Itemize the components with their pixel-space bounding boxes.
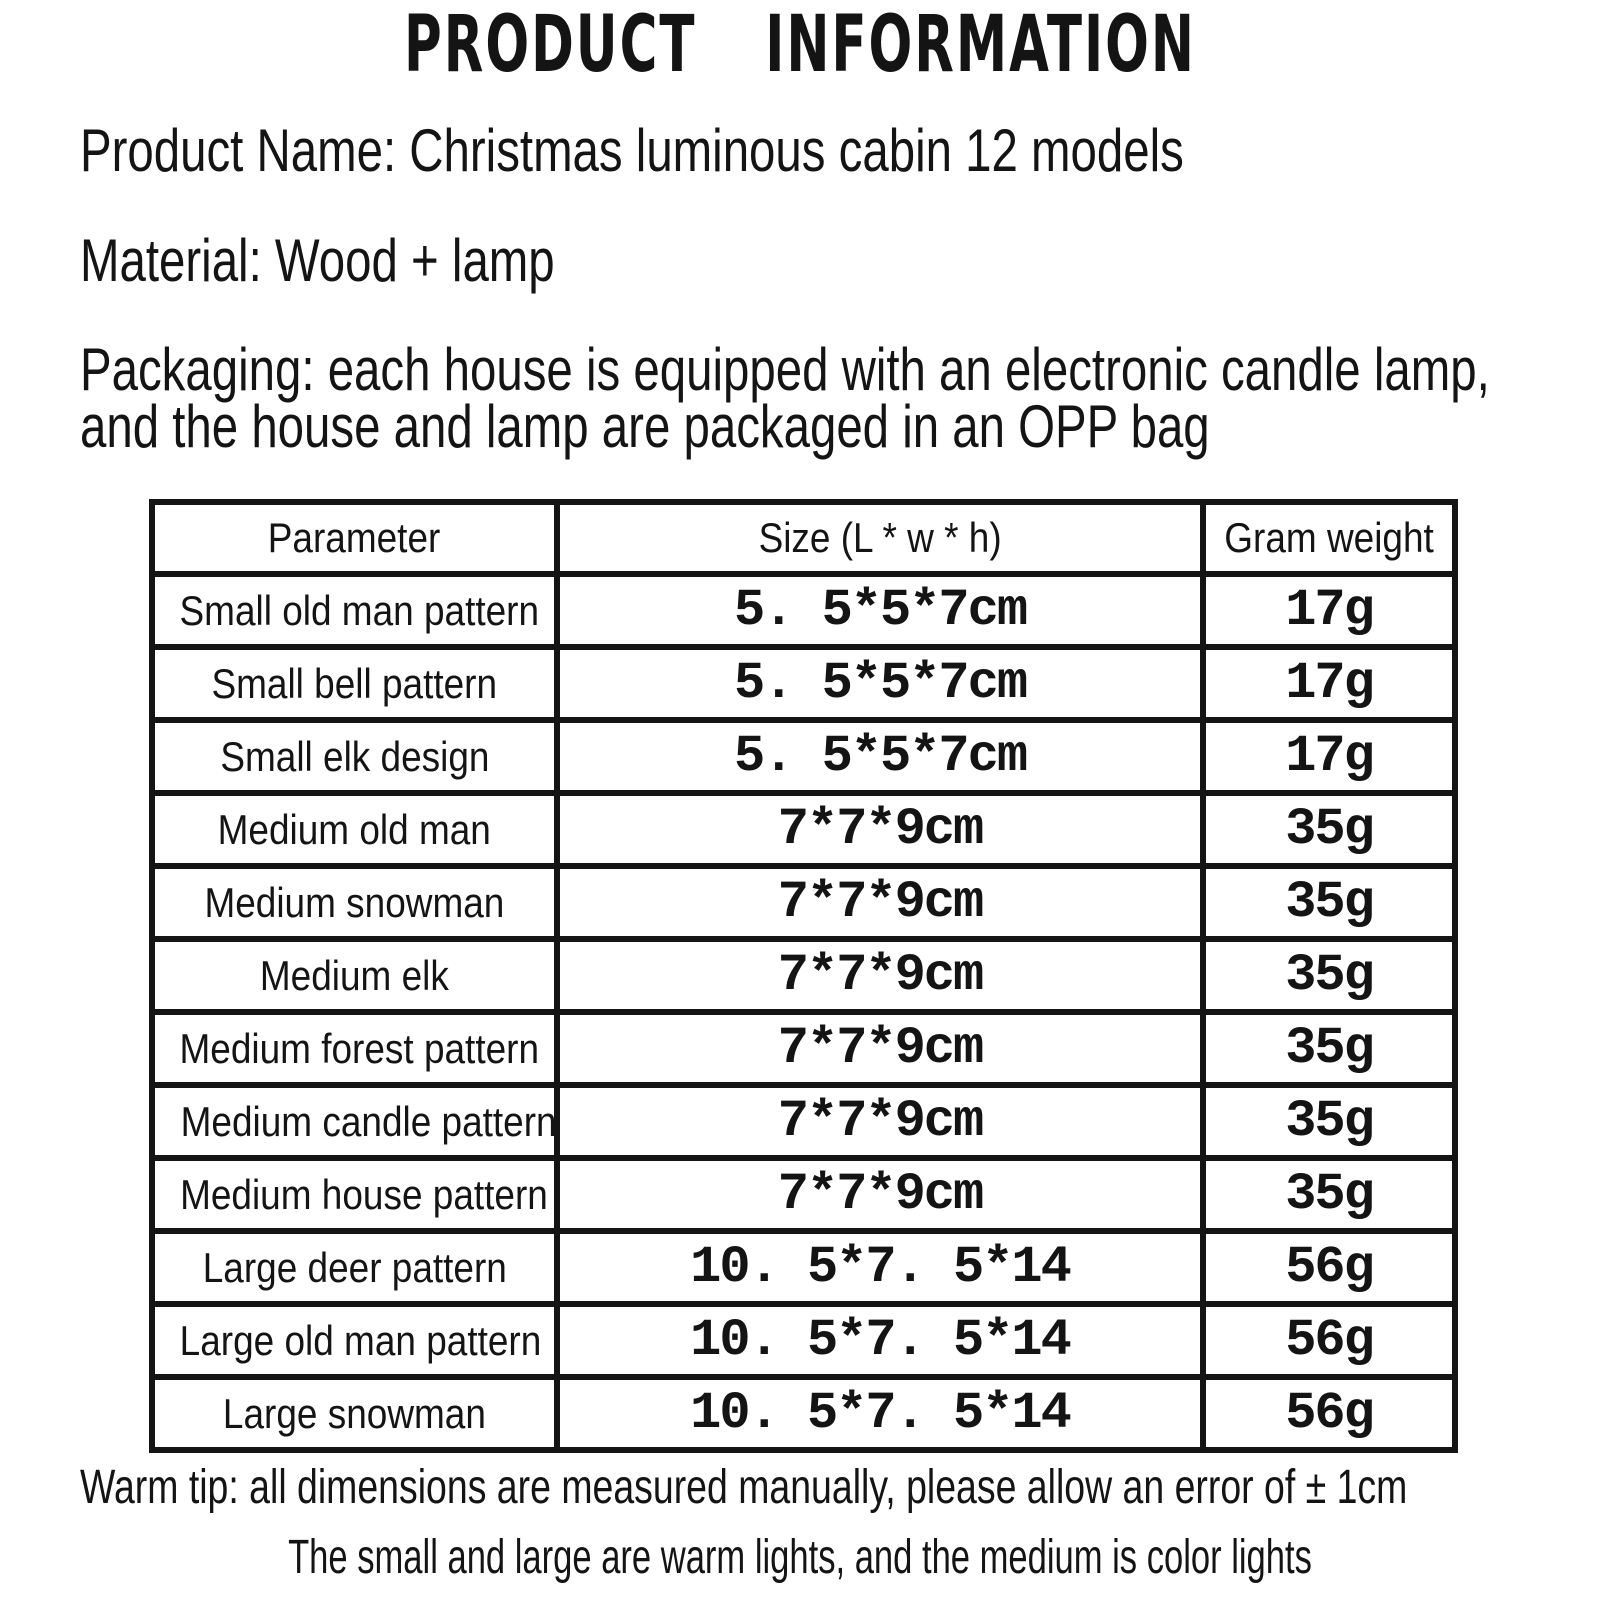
table-row (152, 574, 1455, 647)
size-cell: 5. 5*5*7cm (557, 647, 1203, 720)
size-cell: 7*7*9cm (557, 1012, 1203, 1085)
weight-cell: 35g (1203, 1158, 1455, 1231)
size-cell: 7*7*9cm (557, 939, 1203, 1012)
table-row (152, 647, 1455, 720)
col-header-parameter: Parameter (152, 502, 557, 574)
lights-note-text: The small and large are warm lights, and the medium is color lights (288, 1531, 1312, 1584)
warm-tip-text: Warm tip: all dimensions are measured manually, please allow an error of ± 1cm (80, 1461, 1408, 1514)
param-cell: Medium house pattern (152, 1158, 557, 1231)
table-row (152, 1377, 1455, 1450)
table-row (152, 1158, 1455, 1231)
table-row (152, 866, 1455, 939)
table-row (152, 939, 1455, 1012)
weight-cell: 56g (1203, 1377, 1455, 1450)
table-row (152, 1231, 1455, 1304)
size-cell: 7*7*9cm (557, 866, 1203, 939)
weight-cell: 35g (1203, 1085, 1455, 1158)
spec-table (149, 499, 1458, 1453)
table-row (152, 720, 1455, 793)
param-cell: Small old man pattern (152, 574, 557, 647)
size-cell: 7*7*9cm (557, 1158, 1203, 1231)
weight-cell: 17g (1203, 574, 1455, 647)
size-cell: 10. 5*7. 5*14 (557, 1377, 1203, 1450)
product-name-text: Product Name: Christmas luminous cabin 12 models (80, 117, 1184, 184)
weight-cell: 35g (1203, 1012, 1455, 1085)
size-cell: 10. 5*7. 5*14 (557, 1304, 1203, 1377)
weight-cell: 17g (1203, 647, 1455, 720)
col-header-size: Size (L * w * h) (557, 502, 1203, 574)
param-cell: Medium candle pattern (152, 1085, 557, 1158)
param-cell: Small bell pattern (152, 647, 557, 720)
weight-cell: 56g (1203, 1304, 1455, 1377)
table-row (152, 1304, 1455, 1377)
weight-cell: 35g (1203, 939, 1455, 1012)
size-cell: 5. 5*5*7cm (557, 574, 1203, 647)
param-cell: Medium elk (152, 939, 557, 1012)
weight-cell: 17g (1203, 720, 1455, 793)
weight-cell: 35g (1203, 866, 1455, 939)
col-header-gram-weight: Gram weight (1203, 502, 1455, 574)
param-cell: Large deer pattern (152, 1231, 557, 1304)
param-cell: Large snowman (152, 1377, 557, 1450)
param-cell: Medium forest pattern (152, 1012, 557, 1085)
param-cell: Medium old man (152, 793, 557, 866)
table-row (152, 1085, 1455, 1158)
size-cell: 7*7*9cm (557, 1085, 1203, 1158)
page-title: PRODUCT INFORMATION (404, 0, 1196, 90)
packaging-line-2: and the house and lamp are packaged in an OPP bag (80, 393, 1210, 460)
weight-cell: 35g (1203, 793, 1455, 866)
size-cell: 5. 5*5*7cm (557, 720, 1203, 793)
weight-cell: 56g (1203, 1231, 1455, 1304)
packaging-line-1: Packaging: each house is equipped with an electronic candle lamp, (80, 336, 1490, 403)
packaging-text (80, 336, 1490, 460)
size-cell: 7*7*9cm (557, 793, 1203, 866)
size-cell: 10. 5*7. 5*14 (557, 1231, 1203, 1304)
table-row (152, 793, 1455, 866)
param-cell: Medium snowman (152, 866, 557, 939)
table-row (152, 1012, 1455, 1085)
table-header-row (152, 502, 1455, 574)
material-text: Material: Wood + lamp (80, 227, 555, 294)
param-cell: Small elk design (152, 720, 557, 793)
param-cell: Large old man pattern (152, 1304, 557, 1377)
